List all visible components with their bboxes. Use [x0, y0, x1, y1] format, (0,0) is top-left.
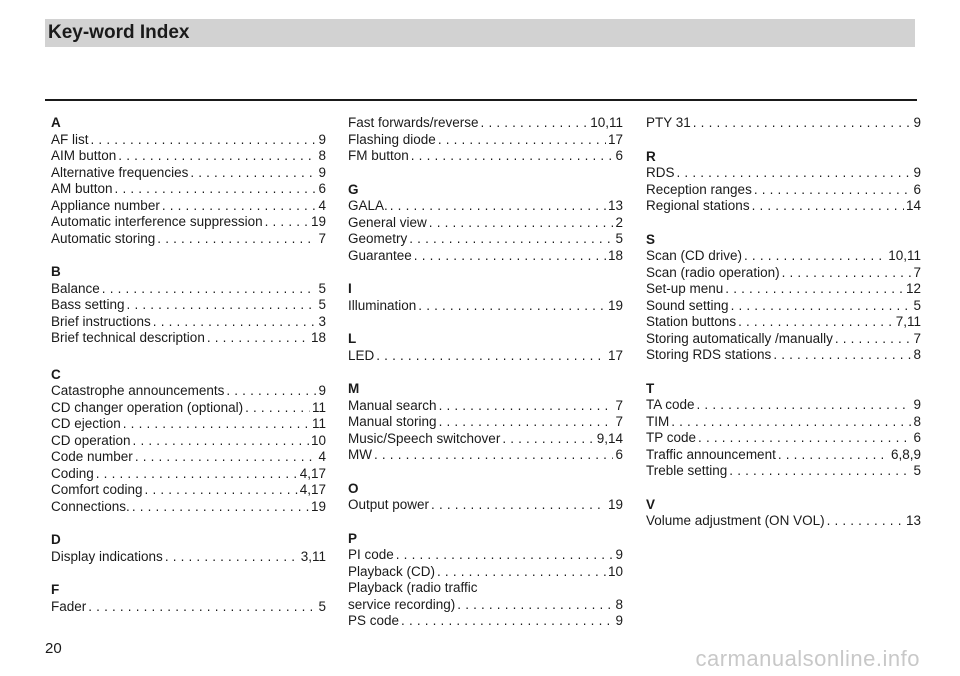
dot-leader	[431, 497, 606, 514]
entry-page: 4	[318, 449, 326, 464]
entry-page: 4,17	[299, 465, 326, 481]
dot-leader	[376, 348, 606, 365]
entry-page: 5	[318, 297, 326, 312]
index-entry	[348, 547, 623, 564]
index-entry	[646, 463, 921, 480]
index-entry	[51, 499, 326, 516]
entry-page: 7	[615, 414, 623, 429]
index-section-d	[51, 532, 326, 565]
entry-page: 6	[615, 447, 623, 462]
entry-term: FM button	[348, 148, 409, 163]
index-entry	[51, 599, 326, 616]
index-entry	[348, 447, 623, 464]
index-entry	[51, 433, 326, 450]
entry-page: 9	[318, 164, 326, 180]
dot-leader	[135, 449, 317, 466]
dot-leader	[698, 430, 911, 447]
index-entry	[646, 513, 921, 530]
dot-leader	[773, 347, 911, 364]
index-entry	[348, 564, 623, 581]
entry-term: Balance	[51, 280, 100, 296]
section-letter: P	[348, 530, 358, 546]
entry-page: 9	[615, 613, 623, 628]
entry-term: CD ejection	[51, 416, 121, 431]
entry-page: 7	[318, 230, 326, 246]
index-entry	[646, 414, 921, 431]
dot-leader	[132, 499, 309, 516]
dot-leader	[245, 400, 310, 417]
entry-term: Regional stations	[646, 198, 750, 213]
dot-leader	[127, 297, 317, 314]
dot-leader	[411, 148, 614, 165]
section-letter: O	[348, 480, 359, 496]
entry-page: 6	[615, 148, 623, 163]
entry-page: 9	[913, 115, 921, 130]
index-entry	[51, 482, 326, 499]
entry-page: 6,8,9	[890, 446, 921, 462]
index-entry	[646, 331, 921, 348]
entry-page: 17	[607, 347, 623, 363]
dot-leader	[401, 613, 613, 630]
entry-page: 12	[905, 281, 921, 296]
index-column-3	[646, 115, 921, 547]
entry-page: 10	[310, 432, 326, 448]
divider-rule	[45, 99, 917, 101]
entry-term: Music/Speech switchover	[348, 430, 501, 446]
index-section-r	[646, 149, 921, 215]
entry-term: Scan (CD drive)	[646, 248, 743, 263]
index-entry	[348, 497, 623, 514]
index-entry	[51, 281, 326, 298]
dot-leader	[827, 513, 904, 530]
dot-leader	[744, 248, 886, 265]
entry-page: 7	[913, 264, 921, 280]
dot-leader	[439, 398, 614, 415]
dot-leader	[697, 397, 912, 414]
dot-leader	[374, 447, 613, 464]
entry-page: 4,17	[299, 482, 326, 497]
entry-term: Treble setting	[646, 463, 728, 478]
index-entry	[51, 198, 326, 215]
dot-leader	[457, 597, 613, 614]
index-entry	[348, 298, 623, 315]
entry-page: 6	[913, 430, 921, 445]
dot-leader	[409, 231, 613, 248]
dot-leader	[265, 214, 309, 231]
entry-term: AIM button	[51, 148, 117, 163]
entry-page: 13	[905, 513, 921, 528]
dot-leader	[145, 482, 298, 499]
entry-term: Scan (radio operation)	[646, 264, 780, 280]
entry-page: 3	[318, 313, 326, 329]
index-entry	[348, 431, 623, 448]
entry-term: Illumination	[348, 297, 417, 313]
entry-term: LED	[348, 347, 375, 363]
entry-page: 9	[615, 547, 623, 562]
entry-term: service recording)	[348, 596, 456, 612]
entry-term: Reception ranges	[646, 181, 752, 197]
entry-term: Flashing diode	[348, 131, 436, 147]
entry-page: 9	[318, 383, 326, 398]
entry-page: 10,11	[888, 248, 921, 263]
entry-page: 19	[310, 498, 326, 514]
index-entry	[51, 148, 326, 165]
entry-page: 18	[607, 247, 623, 263]
dot-leader	[190, 165, 316, 182]
index-entry	[646, 397, 921, 414]
section-letter: C	[51, 366, 61, 382]
entry-term: MW	[348, 447, 372, 462]
index-entry	[51, 383, 326, 400]
index-entry	[646, 447, 921, 464]
dot-leader	[429, 215, 614, 232]
index-entry	[646, 248, 921, 265]
index-entry	[646, 165, 921, 182]
dot-leader	[157, 231, 316, 248]
entry-term: GALA.	[348, 198, 388, 213]
index-entry	[51, 231, 326, 248]
entry-page: 5	[913, 463, 921, 478]
entry-page: 18	[310, 330, 326, 345]
index-entry	[51, 466, 326, 483]
index-entry	[51, 214, 326, 231]
index-entry	[646, 115, 921, 132]
dot-leader	[835, 331, 912, 348]
entry-page: 6	[318, 181, 326, 196]
dot-leader	[502, 431, 594, 448]
index-entry	[348, 613, 623, 630]
dot-leader	[731, 298, 912, 315]
section-letter: A	[51, 115, 61, 130]
entry-term: RDS	[646, 165, 675, 180]
watermark: carmanualsonline.info	[695, 646, 920, 671]
entry-term: TA code	[646, 397, 695, 412]
entry-page: 14	[905, 198, 921, 213]
index-section-v	[646, 497, 921, 530]
entry-page: 10	[607, 563, 623, 579]
entry-term: PI code	[348, 547, 394, 562]
entry-page: 11	[311, 399, 326, 415]
dot-leader	[752, 198, 904, 215]
index-section-m	[348, 381, 623, 464]
entry-page: 2	[615, 214, 623, 230]
entry-term: AF list	[51, 131, 89, 147]
index-entry	[646, 265, 921, 282]
index-entry	[51, 330, 326, 347]
entry-term: Guarantee	[348, 247, 412, 263]
entry-page: 19	[310, 214, 326, 229]
entry-page: 8	[615, 596, 623, 612]
index-entry	[51, 165, 326, 182]
entry-term: Connections.	[51, 498, 130, 514]
index-entry	[646, 347, 921, 364]
entry-term: Automatic interference suppression	[51, 214, 263, 229]
title-bar	[45, 19, 915, 47]
index-entry	[348, 231, 623, 248]
dot-leader	[88, 599, 316, 616]
dot-leader	[481, 115, 589, 132]
entry-term: Code number	[51, 449, 133, 464]
dot-leader	[133, 433, 309, 450]
entry-term: Fast forwards/reverse	[348, 115, 479, 130]
entry-page: 7,11	[895, 314, 921, 329]
dot-leader	[725, 281, 904, 298]
index-entry	[348, 148, 623, 165]
entry-page: 5	[913, 297, 921, 313]
index-entry	[51, 297, 326, 314]
entry-term: Storing RDS stations	[646, 347, 772, 362]
index-entry	[646, 430, 921, 447]
page-number: 20	[45, 640, 62, 657]
dot-leader	[102, 281, 317, 298]
page-title: Key-word Index	[48, 22, 190, 43]
index-entry	[51, 132, 326, 149]
index-entry	[348, 115, 623, 132]
dot-leader	[754, 182, 912, 199]
entry-term: Catastrophe announcements	[51, 383, 225, 398]
index-entry	[348, 597, 623, 614]
entry-page: 4	[318, 197, 326, 213]
index-section-i	[348, 281, 623, 314]
dot-leader	[91, 132, 317, 149]
entry-term: CD changer operation (optional)	[51, 399, 244, 415]
index-section-continued	[646, 115, 921, 132]
entry-page: 17	[607, 131, 623, 147]
index-entry	[51, 400, 326, 417]
index-section-a	[51, 115, 326, 247]
dot-leader	[118, 148, 316, 165]
entry-term: Set-up menu	[646, 281, 724, 296]
entry-page: 8	[913, 347, 921, 362]
entry-term: PS code	[348, 613, 400, 628]
dot-leader	[677, 165, 912, 182]
index-entry	[348, 348, 623, 365]
entry-page: 7	[913, 330, 921, 346]
entry-term: Alternative frequencies	[51, 164, 189, 180]
index-section-t	[646, 381, 921, 480]
index-section-p	[348, 531, 623, 630]
entry-term: TIM	[646, 413, 670, 429]
entry-term: Sound setting	[646, 297, 729, 313]
entry-term: Brief instructions	[51, 313, 151, 329]
section-letter: S	[646, 231, 656, 247]
dot-leader	[729, 463, 911, 480]
dot-leader	[418, 298, 606, 315]
index-entry	[646, 298, 921, 315]
section-letter: L	[348, 331, 357, 346]
entry-term: Output power	[348, 497, 430, 512]
index-entry	[348, 414, 623, 431]
entry-term: Automatic storing	[51, 230, 156, 246]
dot-leader	[123, 416, 310, 433]
entry-page: 11	[311, 416, 326, 431]
dot-leader	[414, 248, 606, 265]
section-letter: V	[646, 496, 656, 512]
index-column-2	[348, 115, 623, 647]
entry-term: Appliance number	[51, 197, 160, 213]
index-section-b	[51, 264, 326, 347]
index-entry	[51, 181, 326, 198]
index-entry	[348, 215, 623, 232]
index-entry	[348, 398, 623, 415]
index-entry	[646, 182, 921, 199]
index-column-1	[51, 115, 326, 632]
dot-leader	[96, 466, 298, 483]
entry-page: 9	[913, 397, 921, 412]
index-entry	[51, 549, 326, 566]
section-letter: I	[348, 281, 352, 296]
entry-term: General view	[348, 214, 427, 230]
entry-page: 5	[318, 280, 326, 296]
entry-term: Geometry	[348, 231, 408, 246]
entry-term: Display indications	[51, 548, 163, 564]
entry-page: 6	[913, 181, 921, 197]
index-entry	[348, 248, 623, 265]
dot-leader	[778, 447, 889, 464]
entry-page: 9	[318, 131, 326, 147]
dot-leader	[439, 414, 614, 431]
section-letter: B	[51, 264, 61, 279]
entry-term: Playback (CD)	[348, 563, 436, 579]
entry-page: 19	[607, 497, 623, 512]
dot-leader	[153, 314, 317, 331]
index-entry: Playback (radio traffic	[348, 580, 478, 595]
dot-leader	[738, 314, 894, 331]
dot-leader	[226, 383, 316, 400]
index-entry	[348, 198, 623, 215]
index-section-f	[51, 582, 326, 615]
entry-term: Storing automatically /manually	[646, 330, 833, 346]
index-entry	[646, 281, 921, 298]
entry-term: Traffic announcement	[646, 446, 776, 462]
entry-term: Coding	[51, 465, 94, 481]
entry-page: 5	[318, 598, 326, 614]
index-section-g	[348, 182, 623, 265]
index-section-s	[646, 232, 921, 364]
entry-term: Volume adjustment (ON VOL)	[646, 513, 825, 528]
entry-term: PTY 31	[646, 115, 691, 130]
entry-page: 10,11	[590, 115, 623, 130]
entry-term: Manual storing	[348, 414, 437, 429]
entry-page: 7	[615, 397, 623, 413]
dot-leader	[207, 330, 309, 347]
entry-page: 9	[913, 165, 921, 180]
section-letter: D	[51, 532, 61, 547]
entry-page: 13	[607, 198, 623, 213]
dot-leader	[671, 414, 911, 431]
index-entry	[646, 314, 921, 331]
entry-term: Fader	[51, 598, 87, 614]
entry-page: 19	[607, 297, 623, 313]
section-letter: M	[348, 381, 360, 396]
index-section-continued	[348, 115, 623, 165]
entry-page: 8	[913, 413, 921, 429]
entry-term: CD operation	[51, 432, 131, 448]
index-entry	[348, 132, 623, 149]
dot-leader	[437, 564, 606, 581]
dot-leader	[390, 198, 606, 215]
entry-term: TP code	[646, 430, 697, 445]
index-entry	[51, 314, 326, 331]
dot-leader	[115, 181, 317, 198]
section-letter: F	[51, 582, 60, 597]
dot-leader	[693, 115, 912, 132]
entry-page: 5	[615, 231, 623, 246]
dot-leader	[162, 198, 317, 215]
dot-leader	[165, 549, 299, 566]
entry-term: Brief technical description	[51, 330, 205, 345]
entry-page: 9,14	[596, 430, 623, 446]
entry-term: Bass setting	[51, 297, 125, 312]
dot-leader	[782, 265, 912, 282]
section-letter: T	[646, 380, 655, 396]
index-section-l	[348, 331, 623, 364]
entry-term: AM button	[51, 181, 113, 196]
section-letter: G	[348, 181, 359, 197]
index-entry	[646, 198, 921, 215]
index-entry	[51, 416, 326, 433]
entry-term: Comfort coding	[51, 482, 143, 497]
section-letter: R	[646, 148, 656, 164]
index-section-o	[348, 481, 623, 514]
dot-leader	[438, 132, 606, 149]
entry-page: 3,11	[300, 548, 326, 564]
index-section-c	[51, 367, 326, 516]
entry-term: Station buttons	[646, 314, 737, 329]
entry-term: Manual search	[348, 397, 437, 413]
entry-page: 8	[318, 148, 326, 163]
index-entry	[51, 449, 326, 466]
dot-leader	[396, 547, 614, 564]
